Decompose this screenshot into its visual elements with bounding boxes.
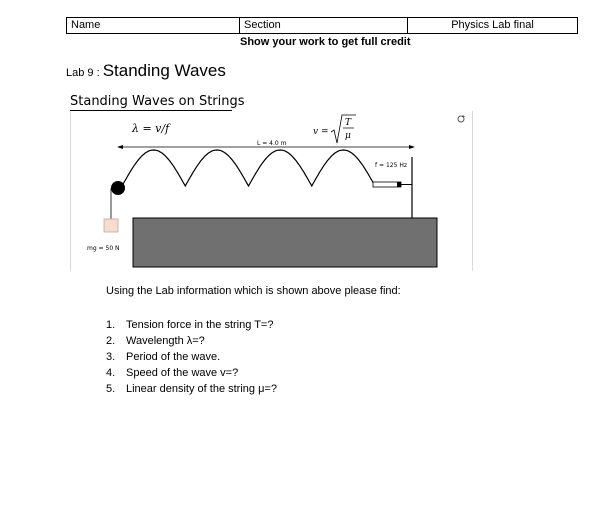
formula-tension: T bbox=[345, 118, 352, 128]
section-field: Section bbox=[240, 18, 408, 34]
vibrator-tip bbox=[397, 182, 401, 187]
pulley bbox=[111, 181, 125, 195]
standing-wave-string bbox=[122, 150, 375, 186]
sqrt-sign bbox=[331, 115, 356, 143]
simulation-title: Standing Waves on Strings bbox=[70, 94, 245, 109]
question-item: 3. Period of the wave. bbox=[106, 351, 221, 363]
name-field: Name bbox=[67, 18, 240, 34]
weight-label: mg = 50 N bbox=[87, 245, 120, 252]
question-list bbox=[106, 317, 277, 397]
refresh-icon[interactable] bbox=[458, 115, 465, 122]
length-arrow-left bbox=[117, 145, 123, 149]
lab-name: Standing Waves bbox=[102, 61, 226, 80]
question-item: 4. Speed of the wave v=? bbox=[106, 367, 239, 379]
wavelength-formula: λ = v/f bbox=[132, 122, 170, 135]
lab-number: Lab 9 : bbox=[66, 67, 103, 79]
formula-mu: μ bbox=[345, 131, 351, 141]
vibrator-arm bbox=[373, 182, 401, 187]
hanging-weight bbox=[104, 219, 118, 232]
instructions-text: Using the Lab information which is shown above please find: bbox=[106, 285, 401, 297]
lab-table bbox=[133, 218, 437, 267]
question-item: 1. Tension force in the string T=? bbox=[106, 319, 274, 331]
question-item: 5. Linear density of the string μ=? bbox=[106, 383, 277, 395]
frequency-label: f = 125 Hz bbox=[375, 162, 407, 169]
instruction-note: Show your work to get full credit bbox=[240, 36, 411, 48]
course-field: Physics Lab final bbox=[408, 18, 578, 34]
length-label: L = 4.0 m bbox=[257, 140, 287, 147]
length-arrow-right bbox=[409, 145, 415, 149]
speed-formula: v = bbox=[313, 127, 329, 137]
question-item: 2. Wavelength λ=? bbox=[106, 335, 205, 347]
